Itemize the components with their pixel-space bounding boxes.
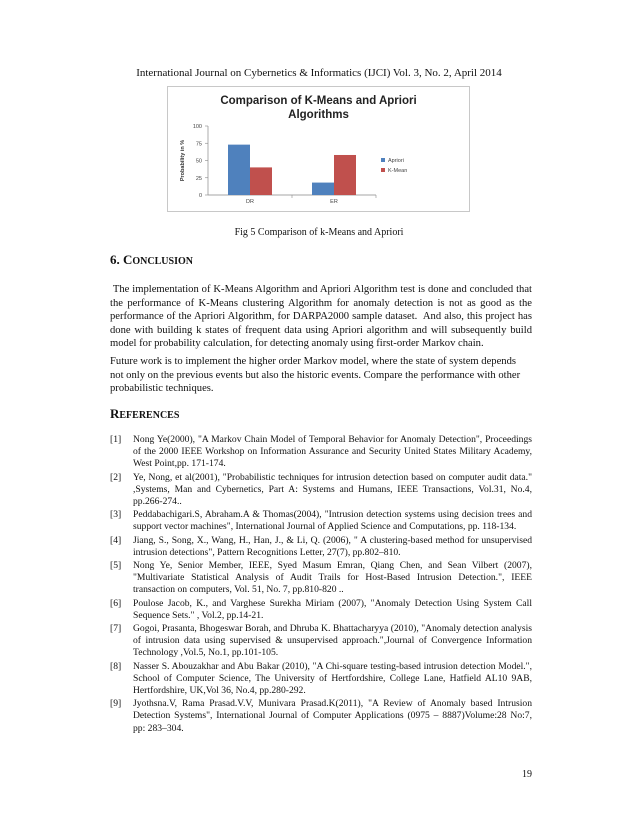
conclusion-paragraph-2: Future work is to implement the higher order Markov model, where the state of system depends not only on the previous events but also the historic events. Compare the performance with other probabilistic techniques. — [110, 356, 521, 395]
reference-number: [2] — [110, 471, 122, 483]
references-heading — [110, 406, 179, 422]
x-tick-label: ER — [330, 199, 338, 205]
references-rest: EFERENCES — [119, 410, 180, 421]
comparison-chart — [167, 86, 470, 212]
reference-text: Poulose Jacob, K., and Varghese Surekha Miriam (2007), "Anomaly Detection Using System Call Sequence Sets." , Vol.2, pp.14-21. — [133, 597, 532, 621]
reference-text: Jiang, S., Song, X., Wang, H., Han, J., & Li, Q. (2006), " A clustering-based method for unsupervised intrusion detections", Pattern Recognitions Letter, 27(7), pp.802–810. — [133, 534, 532, 558]
references-first-letter: R — [110, 406, 120, 421]
reference-number: [1] — [110, 434, 122, 445]
y-tick-label: 50 — [195, 158, 202, 165]
y-tick-label: 100 — [192, 124, 202, 130]
bar-apriori-er — [312, 183, 334, 195]
reference-number: [5] — [110, 560, 122, 572]
bar-apriori-dr — [228, 145, 250, 195]
reference-text: Gogoi, Prasanta, Bhogeswar Borah, and Dhruba K. Bhattacharyya (2010), "Anomaly detection analysis of intrusion data using supervised & unsupervised approach.",Journal of Convergence Information Technology ,Vol.5, No.1, pp.101-105. — [133, 623, 532, 659]
y-axis-label: Probability in % — [180, 139, 186, 182]
legend-label-apriori: Apriori — [388, 158, 404, 164]
reference-text: Nong Ye(2000), "A Markov Chain Model of Temporal Behavior for Anomaly Detection", Proceedings of the 2000 IEEE Workshop on Information Assurance and Security United States Military Academy, West Point,pp. 171-174. — [133, 434, 532, 470]
y-tick-label: 75 — [195, 141, 202, 148]
conclusion-paragraph-1: The implementation of K-Means Algorithm and Apriori Algorithm test is done and concluded that the performance of K-Means clustering Algorithm for anomaly detection is not as good as the performance of the Apriori Algorithm, for DARPA2000 sample dataset. And also, this project has done with building k states of frequent data using Apriori algorithm and will subsequently build model for probability calculation, for detecting anomaly using first-order Markov chain. — [110, 284, 535, 350]
y-tick-label: 0 — [198, 193, 202, 199]
reference-number: [7] — [110, 623, 122, 635]
page-number: 19 — [522, 769, 532, 780]
x-tick-label: DR — [246, 199, 254, 205]
legend-label-k-mean: K-Mean — [388, 168, 408, 174]
reference-item — [110, 509, 532, 533]
conclusion-rest: ONCLUSION — [132, 256, 193, 267]
reference-text: Nasser S. Abouzakhar and Abu Bakar (2010), "A Chi-square testing-based intrusion detection Model.", School of Computer Science, The University of Hertfordshire, College Lane, Hatfield AL10 9AB, Hertfordshire, UK,Vol 36, No.4, pp.280-292. — [133, 660, 532, 697]
reference-text: Ye, Nong, et al(2001), "Probabilistic techniques for intrusion detection based on computer audit data." ,Systems, Man and Cybernetics, Part A: Systems and Humans, IEEE Transactions, Vol.31, No.4, pp.266-274.. — [133, 471, 532, 508]
reference-item — [110, 560, 532, 597]
reference-item — [110, 434, 532, 471]
reference-number: [8] — [110, 660, 122, 672]
chart-title-line-2: Algorithms — [288, 109, 349, 121]
y-tick-label: 25 — [195, 175, 202, 182]
reference-text: Peddabachigari.S, Abraham.A & Thomas(2004), "Intrusion detection systems using decision trees and support vector machines", International Journal of Applied Science and Computations, pp. 118-134. — [133, 509, 532, 533]
journal-header: International Journal on Cybernetics & Informatics (IJCI) Vol. 3, No. 2, April 2014 — [136, 67, 502, 79]
reference-number: [4] — [110, 534, 122, 546]
reference-text: Nong Ye, Senior Member, IEEE, Syed Masum Emran, Qiang Chen, and Sean Vilbert (2007), "Multivariate Statistical Analysis of Audit Trails for Host-Based Intrusion Detection.", IEEE transaction on computers, Vol. 51, No. 7, pp.810-820 .. — [133, 560, 532, 596]
reference-number: [9] — [110, 698, 122, 710]
conclusion-first-letter: C — [123, 252, 133, 267]
bar-k-mean-dr — [250, 167, 272, 195]
reference-item — [110, 472, 532, 509]
legend-swatch-apriori — [381, 158, 385, 162]
conclusion-number: 6. — [110, 252, 120, 267]
reference-text: Jyothsna.V, Rama Prasad.V.V, Munivara Prasad.K(2011), "A Review of Anomaly based Intrusion Detection Systems", International Journal of Computer Applications (0975 – 8887)Volume:28 No:7, pp: 283–304. — [133, 698, 532, 734]
conclusion-heading — [110, 252, 193, 268]
reference-item — [110, 598, 532, 622]
legend-swatch-k-mean — [381, 168, 385, 172]
reference-item — [110, 661, 532, 698]
chart-plot — [168, 87, 469, 211]
reference-item — [110, 698, 532, 735]
reference-number: [6] — [110, 597, 122, 609]
figure-caption: Fig 5 Comparison of k-Means and Apriori — [234, 227, 404, 238]
bar-k-mean-er — [334, 155, 356, 195]
chart-title-line-1: Comparison of K-Means and Apriori — [220, 95, 417, 107]
reference-item — [110, 623, 532, 660]
reference-number: [3] — [110, 509, 122, 521]
reference-item — [110, 535, 532, 559]
reference-list — [110, 434, 532, 736]
